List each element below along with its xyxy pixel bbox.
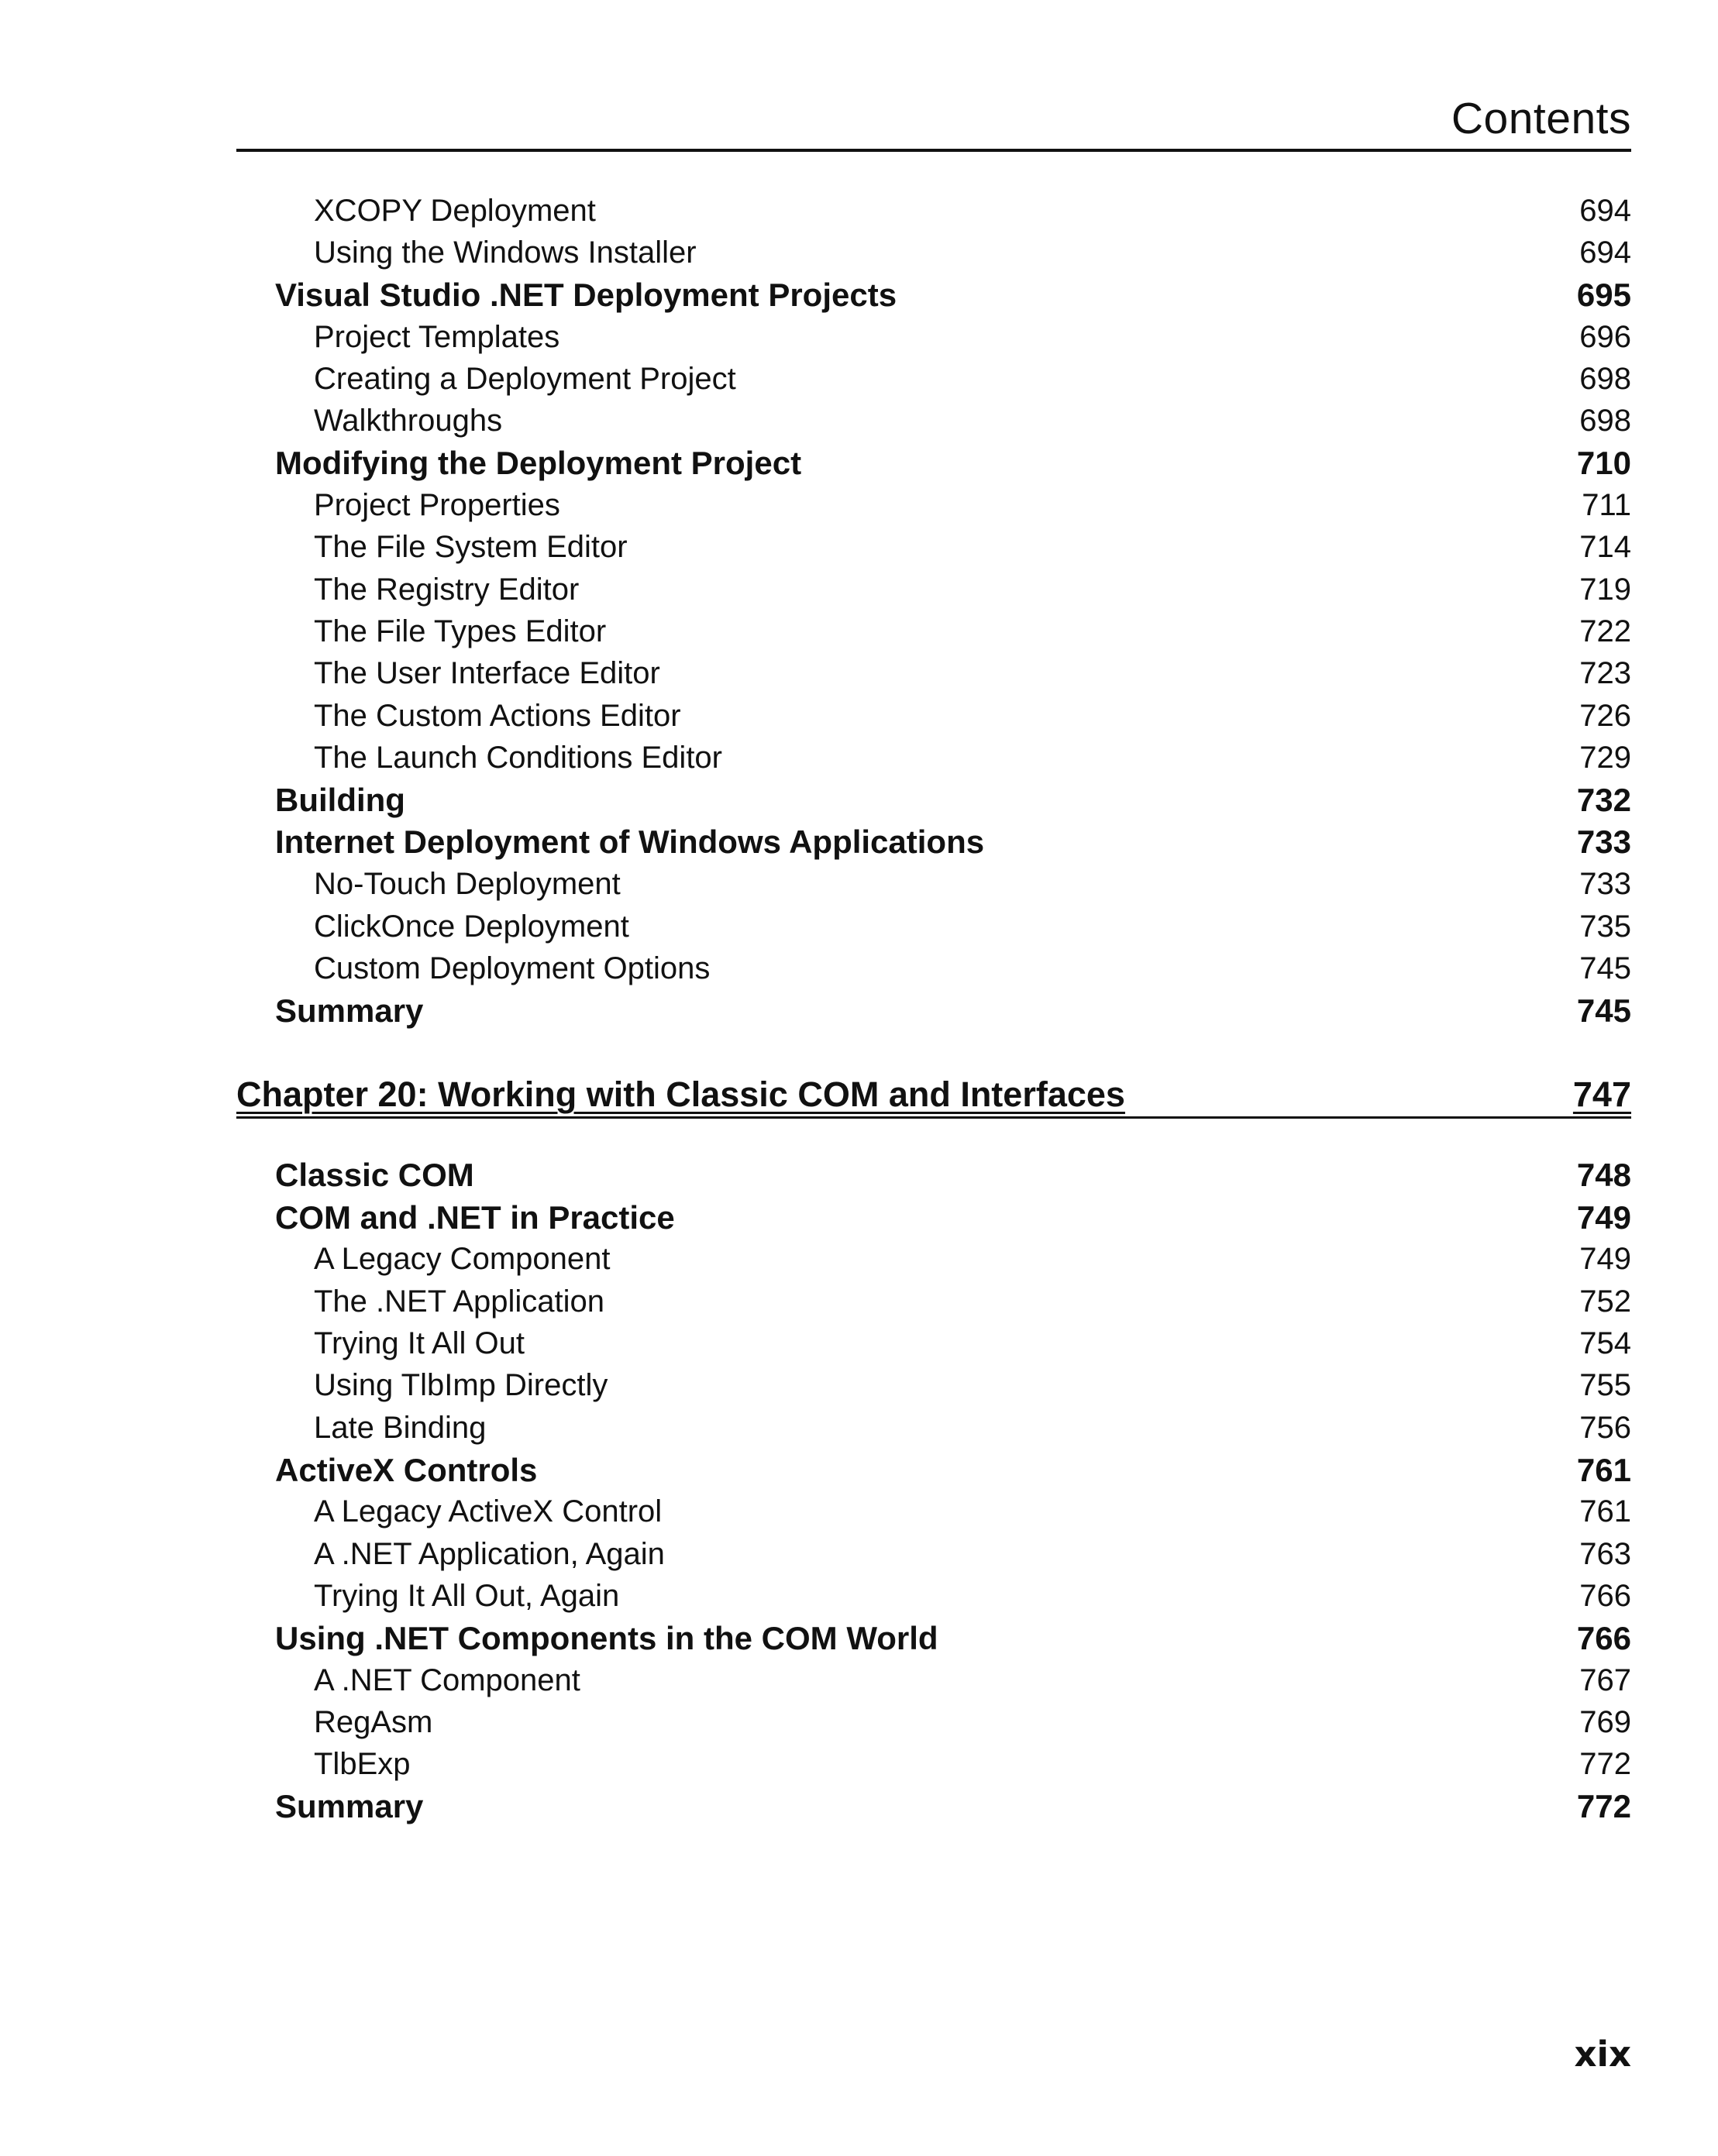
toc-entry-page-number: 729 xyxy=(1579,741,1631,775)
toc-entry-title: The Custom Actions Editor xyxy=(314,698,681,733)
toc-entry-page-number: 761 xyxy=(1576,1451,1631,1488)
toc-entry-title: Visual Studio .NET Deployment Projects xyxy=(275,276,897,313)
toc-entry-title: ActiveX Controls xyxy=(275,1451,538,1488)
toc-entry-page-number: 766 xyxy=(1576,1619,1631,1656)
toc-entry-page-number: 733 xyxy=(1579,867,1631,902)
toc-entry-page-number: 761 xyxy=(1579,1494,1631,1529)
toc-subsection-entry[interactable] xyxy=(236,695,1631,737)
toc-entry-title: The .NET Application xyxy=(314,1284,605,1319)
toc-entry-title: Using the Windows Installer xyxy=(314,236,697,270)
running-header-title: Contents xyxy=(1451,94,1631,143)
toc-subsection-entry[interactable] xyxy=(236,569,1631,610)
toc-section-entry[interactable] xyxy=(236,274,1631,316)
toc-entry-page-number: 756 xyxy=(1579,1410,1631,1445)
toc-entry-page-number: 745 xyxy=(1579,951,1631,985)
page-folio: xix xyxy=(1574,2034,1631,2075)
toc-entry-page-number: 694 xyxy=(1579,236,1631,270)
toc-subsection-entry[interactable] xyxy=(236,232,1631,273)
toc-section-entry[interactable] xyxy=(236,1449,1631,1491)
toc-entry-title: The File System Editor xyxy=(314,530,628,565)
toc-entry-page-number: 749 xyxy=(1579,1242,1631,1277)
toc-entry-title: Summary xyxy=(275,1788,424,1825)
toc-entry-title: The File Types Editor xyxy=(314,614,607,649)
toc-entry-title: Summary xyxy=(275,992,424,1029)
toc-subsection-entry[interactable] xyxy=(236,1281,1631,1322)
toc-subsection-entry[interactable] xyxy=(236,610,1631,652)
toc-subsection-entry[interactable] xyxy=(236,1407,1631,1449)
toc-entry-title: Walkthroughs xyxy=(314,404,503,438)
chapter-page-number: 747 xyxy=(1572,1075,1631,1114)
toc-section-entry[interactable] xyxy=(236,1154,1631,1196)
toc-entry-page-number: 748 xyxy=(1576,1157,1631,1194)
toc-entry-title: A .NET Component xyxy=(314,1663,580,1697)
toc-subsection-entry[interactable] xyxy=(236,316,1631,358)
toc-subsection-entry[interactable] xyxy=(236,190,1631,232)
toc-entry-title: Using .NET Components in the COM World xyxy=(275,1619,938,1656)
toc-entry-title: No-Touch Deployment xyxy=(314,867,621,902)
toc-entry-title: A Legacy ActiveX Control xyxy=(314,1494,663,1529)
toc-entry-title: The Registry Editor xyxy=(314,572,580,607)
toc-entry-page-number: 695 xyxy=(1576,276,1631,313)
toc-entry-title: Late Binding xyxy=(314,1410,487,1445)
toc-subsection-entry[interactable] xyxy=(236,1365,1631,1407)
toc-entry-page-number: 710 xyxy=(1576,445,1631,482)
toc-subsection-entry[interactable] xyxy=(236,737,1631,779)
toc-entry-title: The Launch Conditions Editor xyxy=(314,741,722,775)
toc-entry-title: XCOPY Deployment xyxy=(314,193,596,228)
toc-section-entry[interactable] xyxy=(236,1786,1631,1828)
toc-entry-page-number: 772 xyxy=(1579,1747,1631,1782)
toc-entry-page-number: 752 xyxy=(1579,1284,1631,1319)
toc-subsection-entry[interactable] xyxy=(236,1533,1631,1575)
toc-entry-page-number: 694 xyxy=(1579,193,1631,228)
toc-subsection-entry[interactable] xyxy=(236,1239,1631,1281)
toc-entry-page-number: 722 xyxy=(1579,614,1631,649)
toc-subsection-entry[interactable] xyxy=(236,1701,1631,1743)
toc-entry-title: Trying It All Out, Again xyxy=(314,1579,620,1614)
toc-subsection-entry[interactable] xyxy=(236,1575,1631,1617)
toc-subsection-entry[interactable] xyxy=(236,1659,1631,1701)
toc-entry-title: Classic COM xyxy=(275,1157,474,1194)
toc-section-part1 xyxy=(236,190,1631,1032)
toc-entry-title: RegAsm xyxy=(314,1705,433,1740)
toc-section-entry[interactable] xyxy=(236,1618,1631,1659)
toc-entry-page-number: 719 xyxy=(1579,572,1631,607)
toc-section-part2 xyxy=(236,1154,1631,1828)
chapter-heading[interactable] xyxy=(236,1073,1631,1119)
toc-entry-page-number: 698 xyxy=(1579,362,1631,397)
toc-entry-title: Using TlbImp Directly xyxy=(314,1368,608,1403)
toc-entry-title: The User Interface Editor xyxy=(314,656,660,691)
toc-subsection-entry[interactable] xyxy=(236,401,1631,442)
toc-subsection-entry[interactable] xyxy=(236,906,1631,947)
toc-entry-page-number: 732 xyxy=(1576,781,1631,818)
toc-entry-page-number: 766 xyxy=(1579,1579,1631,1614)
toc-entry-page-number: 726 xyxy=(1579,698,1631,733)
toc-entry-page-number: 696 xyxy=(1579,319,1631,354)
toc-entry-title: Building xyxy=(275,781,405,818)
toc-entry-title: A Legacy Component xyxy=(314,1242,611,1277)
toc-entry-title: ClickOnce Deployment xyxy=(314,909,629,944)
toc-subsection-entry[interactable] xyxy=(236,1491,1631,1533)
toc-entry-page-number: 754 xyxy=(1579,1326,1631,1361)
toc-section-entry[interactable] xyxy=(236,779,1631,821)
toc-entry-title: Custom Deployment Options xyxy=(314,951,711,985)
toc-entry-title: Project Properties xyxy=(314,488,560,523)
toc-entry-title: Trying It All Out xyxy=(314,1326,525,1361)
toc-entry-page-number: 763 xyxy=(1579,1536,1631,1571)
toc-entry-page-number: 733 xyxy=(1576,824,1631,861)
toc-entry-title: A .NET Application, Again xyxy=(314,1536,665,1571)
toc-entry-page-number: 749 xyxy=(1576,1198,1631,1236)
toc-subsection-entry[interactable] xyxy=(236,653,1631,695)
toc-subsection-entry[interactable] xyxy=(236,947,1631,989)
toc-section-entry[interactable] xyxy=(236,821,1631,863)
toc-entry-title: COM and .NET in Practice xyxy=(275,1198,675,1236)
toc-entry-page-number: 767 xyxy=(1579,1663,1631,1697)
toc-subsection-entry[interactable] xyxy=(236,1322,1631,1364)
toc-entry-page-number: 745 xyxy=(1576,992,1631,1029)
toc-subsection-entry[interactable] xyxy=(236,864,1631,906)
toc-section-entry[interactable] xyxy=(236,442,1631,484)
toc-entry-page-number: 769 xyxy=(1579,1705,1631,1740)
toc-entry-title: Internet Deployment of Windows Applications xyxy=(275,824,985,861)
toc-entry-title: Modifying the Deployment Project xyxy=(275,445,802,482)
toc-subsection-entry[interactable] xyxy=(236,358,1631,400)
toc-subsection-entry[interactable] xyxy=(236,527,1631,569)
toc-entry-page-number: 698 xyxy=(1579,404,1631,438)
toc-entry-page-number: 723 xyxy=(1579,656,1631,691)
toc-entry-title: TlbExp xyxy=(314,1747,411,1782)
toc-subsection-entry[interactable] xyxy=(236,484,1631,526)
toc-entry-title: Project Templates xyxy=(314,319,560,354)
toc-entry-page-number: 755 xyxy=(1579,1368,1631,1403)
toc-entry-page-number: 772 xyxy=(1576,1788,1631,1825)
chapter-title: Chapter 20: Working with Classic COM and Interfaces xyxy=(236,1075,1125,1114)
toc-entry-page-number: 711 xyxy=(1582,488,1631,523)
toc-entry-title: Creating a Deployment Project xyxy=(314,362,736,397)
toc-entry-page-number: 714 xyxy=(1579,530,1631,565)
toc-section-entry[interactable] xyxy=(236,990,1631,1032)
toc-entry-page-number: 735 xyxy=(1579,909,1631,944)
running-header xyxy=(236,85,1631,152)
toc-subsection-entry[interactable] xyxy=(236,1744,1631,1786)
toc-section-entry[interactable] xyxy=(236,1196,1631,1238)
